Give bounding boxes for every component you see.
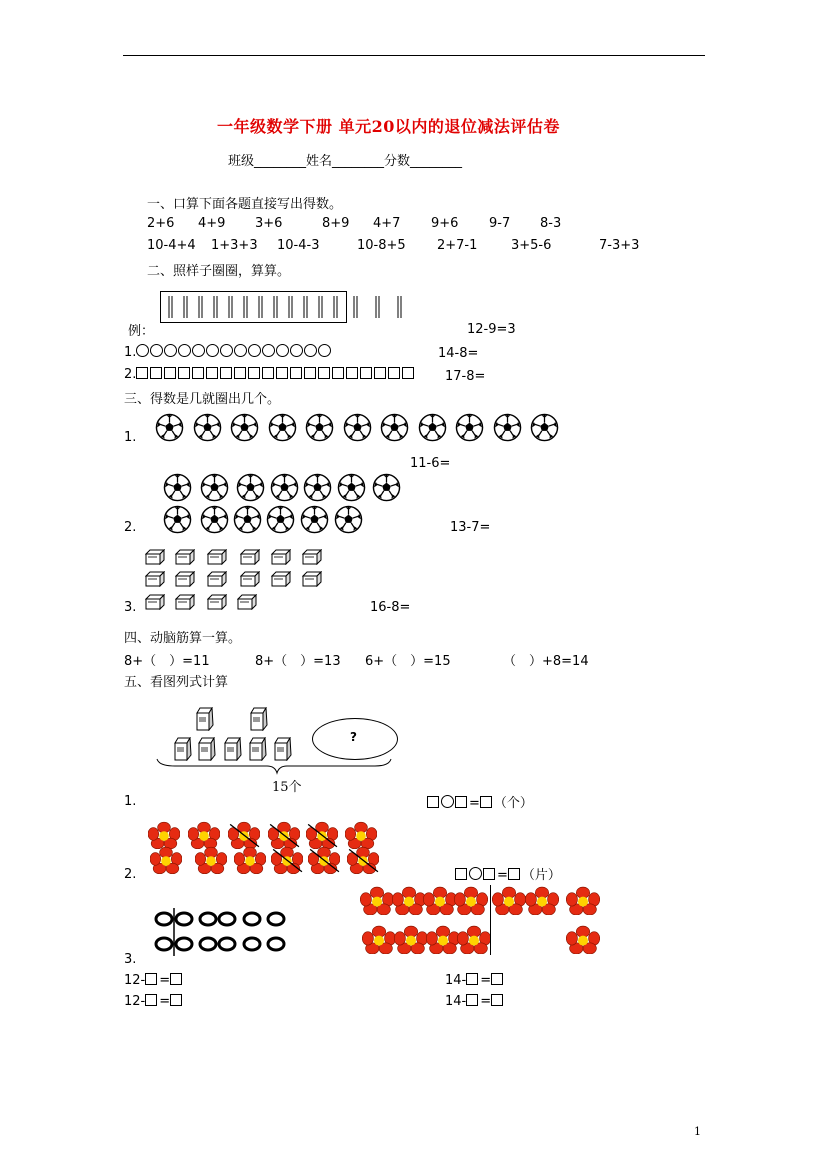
milk-carton-icon <box>271 571 291 587</box>
partition-line <box>490 885 491 955</box>
flower-icon <box>394 925 428 954</box>
soccer-ball-icon <box>200 505 229 534</box>
flower-icon <box>426 925 460 954</box>
s2-q1 <box>124 344 332 360</box>
section-1-heading: 一、口算下面各题直接写出得数。 <box>147 197 343 212</box>
milk-carton-icon <box>240 549 260 565</box>
s5-q1-equation: = （个） <box>427 792 533 811</box>
s5-q3-label: 3. <box>124 952 137 967</box>
soccer-ball-icon <box>418 413 447 442</box>
soccer-ball-icon <box>163 473 192 502</box>
soccer-ball-icon <box>270 473 299 502</box>
flower-icon <box>345 821 377 849</box>
soccer-ball-icon <box>268 413 297 442</box>
milk-carton-icon <box>207 594 227 610</box>
soccer-ball-icon <box>155 413 184 442</box>
flower-icon <box>271 846 303 874</box>
flower-icon <box>525 886 559 915</box>
eq-prefix: 12- <box>124 973 146 988</box>
expr: 4+9 <box>198 216 226 231</box>
eq-prefix: 14- <box>445 994 467 1009</box>
milk-carton-icon <box>145 594 165 610</box>
section-3-heading: 三、得数是几就圈出几个。 <box>124 392 281 407</box>
milk-carton-icon <box>175 571 195 587</box>
fill-blank: 8+（ ）=11 <box>124 654 210 669</box>
s5-q1-label: 1. <box>124 794 137 809</box>
unit: （片） <box>521 868 561 883</box>
fill-blank: 8+（ ）=13 <box>255 654 341 669</box>
soccer-ball-icon <box>163 505 192 534</box>
soccer-ball-icon <box>372 473 401 502</box>
flower-icon <box>308 846 340 874</box>
example-label: 例： <box>128 324 155 339</box>
answer-eq-left-1: 12- = <box>124 973 184 988</box>
soccer-ball-icon <box>530 413 559 442</box>
expr: 3+5-6 <box>511 238 552 253</box>
page-number: 1 <box>694 1125 701 1138</box>
milk-carton-icon <box>207 571 227 587</box>
milk-carton-icon <box>250 707 268 731</box>
flower-icon <box>148 821 180 849</box>
flower-icon <box>188 821 220 849</box>
brace-total-label: 15个 <box>272 780 302 795</box>
s3-q2-label: 2. <box>124 520 137 535</box>
milk-carton-icon <box>145 549 165 565</box>
soccer-ball-icon <box>337 473 366 502</box>
milk-carton-icon <box>175 594 195 610</box>
square-row <box>136 367 416 382</box>
flower-icon <box>234 846 266 874</box>
soccer-ball-icon <box>300 505 329 534</box>
section-4-heading: 四、动脑筋算一算。 <box>124 631 242 646</box>
flower-icon <box>360 886 394 915</box>
fill-blank: 6+（ ）=15 <box>365 654 451 669</box>
section-2-heading: 二、照样子圈圈，算算。 <box>147 264 291 279</box>
flower-icon <box>195 846 227 874</box>
answer-eq-right-1: 14- = <box>445 973 505 988</box>
glasses-picture <box>154 908 294 958</box>
s3-q2-equation: 13-7= <box>450 520 491 535</box>
eq-prefix: 12- <box>124 994 146 1009</box>
soccer-ball-icon <box>455 413 484 442</box>
q-label: 2. <box>124 367 137 382</box>
expr: 9-7 <box>489 216 511 231</box>
milk-carton-icon <box>302 571 322 587</box>
soccer-ball-icon <box>334 505 363 534</box>
flower-icon <box>423 886 457 915</box>
s3-q3-equation: 16-8= <box>370 600 411 615</box>
soccer-ball-icon <box>233 505 262 534</box>
milk-carton-icon <box>196 707 214 731</box>
s3-q3-label: 3. <box>124 600 137 615</box>
answer-eq-right-2: 14- = <box>445 994 505 1009</box>
milk-carton-icon <box>175 549 195 565</box>
flower-icon <box>362 925 396 954</box>
oval-question-mark: ? <box>350 730 357 744</box>
expr: 10-8+5 <box>357 238 406 253</box>
expr: 10-4-3 <box>277 238 320 253</box>
milk-carton-icon <box>302 549 322 565</box>
expr: 10-4+4 <box>147 238 196 253</box>
expr: 2+7-1 <box>437 238 478 253</box>
expr: 3+6 <box>255 216 283 231</box>
soccer-ball-icon <box>230 413 259 442</box>
expr: 8+9 <box>322 216 350 231</box>
flower-icon <box>392 886 426 915</box>
circle-row <box>136 345 332 360</box>
flower-icon <box>268 821 300 849</box>
expr: 2+6 <box>147 216 175 231</box>
expr: 8-3 <box>540 216 562 231</box>
soccer-ball-icon <box>380 413 409 442</box>
fill-blank: （ ）+8=14 <box>503 654 589 669</box>
eq-prefix: 14- <box>445 973 467 988</box>
s3-q1-equation: 11-6= <box>410 456 451 471</box>
flower-icon <box>150 846 182 874</box>
flower-icon <box>492 886 526 915</box>
flower-icon <box>306 821 338 849</box>
milk-carton-icon <box>207 549 227 565</box>
s5-q2-equation: = （片） <box>455 864 561 883</box>
soccer-ball-icon <box>303 473 332 502</box>
student-info-line: 班级________姓名________分数________ <box>228 154 463 169</box>
answer-eq-left-2: 12- = <box>124 994 184 1009</box>
soccer-ball-icon <box>305 413 334 442</box>
total-brace <box>155 757 395 777</box>
s2-q1-equation: 14-8= <box>438 346 479 361</box>
soccer-ball-icon <box>266 505 295 534</box>
flower-icon <box>566 925 600 954</box>
soccer-ball-icon <box>200 473 229 502</box>
soccer-ball-icon <box>493 413 522 442</box>
expr: 4+7 <box>373 216 401 231</box>
flower-icon <box>454 886 488 915</box>
milk-carton-icon <box>271 549 291 565</box>
top-rule <box>123 55 705 56</box>
flower-icon <box>347 846 379 874</box>
expr: 1+3+3 <box>211 238 258 253</box>
page-title: 一年级数学下册 单元20以内的退位减法评估卷 <box>217 117 560 136</box>
flower-icon <box>457 925 491 954</box>
s2-q2-equation: 17-8= <box>445 369 486 384</box>
expr: 9+6 <box>431 216 459 231</box>
milk-carton-icon <box>240 571 260 587</box>
tally-sticks <box>160 291 410 323</box>
soccer-ball-icon <box>193 413 222 442</box>
milk-carton-icon <box>237 594 257 610</box>
s5-q2-label: 2. <box>124 867 137 882</box>
unit: （个） <box>493 796 533 811</box>
q-label: 1. <box>124 345 137 360</box>
expr: 7-3+3 <box>599 238 640 253</box>
example-equation: 12-9=3 <box>467 322 516 337</box>
flower-icon <box>566 886 600 915</box>
s2-q2 <box>124 367 416 382</box>
flower-icon <box>228 821 260 849</box>
milk-carton-icon <box>145 571 165 587</box>
s3-q1-label: 1. <box>124 430 137 445</box>
soccer-ball-icon <box>236 473 265 502</box>
section-5-heading: 五、看图列式计算 <box>124 675 229 690</box>
soccer-ball-icon <box>343 413 372 442</box>
